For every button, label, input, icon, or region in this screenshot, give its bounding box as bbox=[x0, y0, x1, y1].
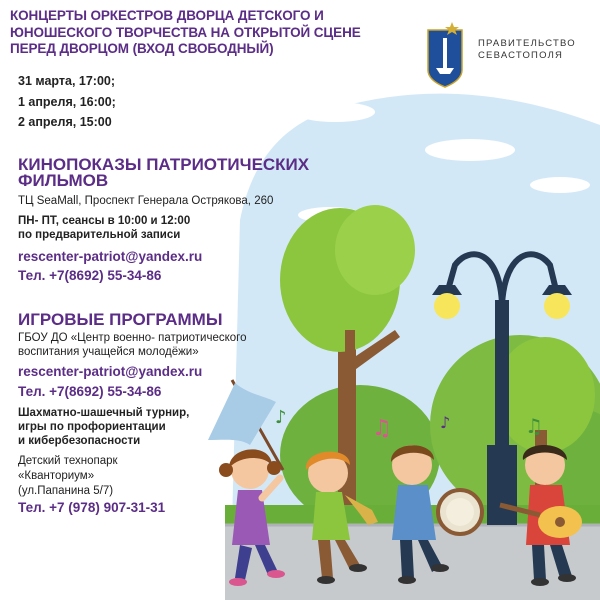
tournament-title: Шахматно-шашечный турнир, bbox=[18, 407, 190, 419]
sevastopol-coat-of-arms-icon bbox=[428, 22, 462, 87]
government-label bbox=[478, 38, 588, 62]
lamp-base bbox=[487, 445, 517, 525]
concert-date: 1 апреля, 16:00; bbox=[18, 95, 116, 109]
cloud bbox=[530, 177, 590, 193]
music-note-icon: ♫ bbox=[525, 414, 543, 438]
music-note-icon: ♪ bbox=[275, 407, 287, 428]
films-title-continued: ФИЛЬМОВ bbox=[18, 171, 109, 190]
venue-phone-link[interactable]: Тел. +7 (978) 907-31-31 bbox=[18, 500, 166, 515]
tournament-title-line3: и кибербезопасности bbox=[18, 435, 141, 447]
tree-trunk bbox=[345, 330, 355, 370]
government-label-line2: СЕВАСТОПОЛЯ bbox=[478, 50, 564, 61]
music-note-icon: ♪ bbox=[440, 413, 451, 432]
films-email-link[interactable]: rescenter-patriot@yandex.ru bbox=[18, 249, 203, 264]
venue-name: Детский технопарк bbox=[18, 455, 118, 467]
games-email-link[interactable]: rescenter-patriot@yandex.ru bbox=[18, 364, 203, 379]
films-phone-link[interactable]: Тел. +7(8692) 55-34-86 bbox=[18, 268, 162, 283]
cloud bbox=[425, 139, 515, 161]
films-title: КИНОПОКАЗЫ ПАТРИОТИЧЕСКИХ bbox=[18, 155, 310, 174]
films-schedule-note: по предварительной записи bbox=[18, 229, 181, 241]
films-address: ТЦ SeaMall, Проспект Генерала Острякова, 260 bbox=[18, 195, 274, 207]
games-organization: ГБОУ ДО «Центр военно- патриотического bbox=[18, 332, 247, 344]
government-label-line1: ПРАВИТЕЛЬСТВО bbox=[478, 38, 576, 49]
concert-date: 2 апреля, 15:00 bbox=[18, 115, 112, 129]
lamp-bulb bbox=[434, 293, 460, 319]
tree-crown bbox=[335, 205, 415, 295]
venue-name-quoted: «Кванториум» bbox=[18, 470, 95, 482]
cloud bbox=[295, 102, 375, 122]
concert-date: 31 марта, 17:00; bbox=[18, 74, 116, 88]
venue-address: (ул.Папанина 5/7) bbox=[18, 485, 114, 497]
games-organization-continued: воспитания учащейся молодёжи» bbox=[18, 346, 199, 358]
games-title: ИГРОВЫЕ ПРОГРАММЫ bbox=[18, 310, 223, 329]
music-note-icon: ♫ bbox=[372, 416, 392, 441]
tournament-title-line2: игры по профориентации bbox=[18, 421, 166, 433]
concerts-title: КОНЦЕРТЫ ОРКЕСТРОВ ДВОРЦА ДЕТСКОГО И ЮНОШЕСКОГО ТВОРЧЕСТВА НА ОТКРЫТОЙ СЦЕНЕ ПЕРЕД ДВОРЦОМ (ВХОД СВОБОДНЫЙ) bbox=[10, 8, 361, 56]
lamp-bulb bbox=[544, 293, 570, 319]
films-schedule: ПН- ПТ, сеансы в 10:00 и 12:00 bbox=[18, 215, 191, 227]
games-phone-link[interactable]: Тел. +7(8692) 55-34-86 bbox=[18, 384, 162, 399]
